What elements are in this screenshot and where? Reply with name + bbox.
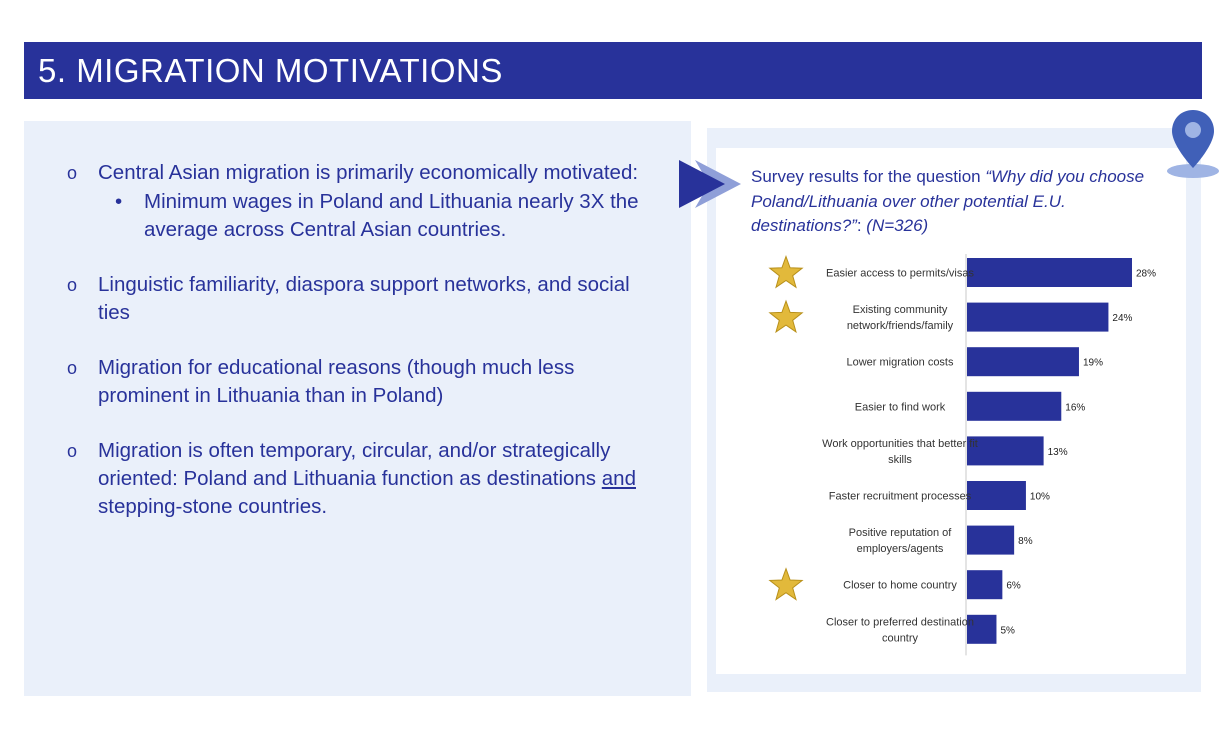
bullet-marker: o — [67, 275, 78, 295]
sub-bullet-marker: • — [115, 190, 123, 213]
bar-8 — [967, 570, 1002, 599]
bar-1 — [967, 258, 1132, 287]
survey-bar-chart — [755, 250, 1195, 660]
value-label: 16% — [1065, 402, 1086, 414]
category-label: Easier to find work — [854, 401, 946, 414]
bullet-text-start: Migration is often temporary, circular, and/or strategically oriented: Poland and Lithuania function as destinations — [98, 439, 611, 490]
section-header — [24, 42, 1202, 99]
category-label: network/friends/family — [846, 320, 954, 333]
category-label: Faster recruitment processes — [828, 490, 972, 503]
bar-2 — [967, 303, 1108, 332]
key-points-panel — [24, 121, 691, 696]
value-label: 24% — [1112, 313, 1133, 325]
chart-title-lead: Survey results for the question — [751, 167, 986, 186]
bullet-educational — [67, 354, 647, 410]
value-label: 6% — [1006, 580, 1021, 592]
bullet-list — [67, 159, 647, 548]
bar-5 — [967, 436, 1044, 465]
value-label: 10% — [1029, 491, 1050, 503]
sub-bullet-wages — [98, 188, 647, 244]
category-label: Positive reputation of — [848, 527, 952, 540]
value-label: 5% — [1000, 625, 1015, 637]
bar-6 — [967, 481, 1026, 510]
bullet-marker: o — [67, 163, 78, 183]
chart-title-n: (N=326) — [866, 216, 929, 235]
value-label: 8% — [1018, 536, 1033, 548]
category-label: Lower migration costs — [846, 356, 954, 369]
bullet-text-end: stepping-stone countries. — [98, 495, 328, 518]
category-label: Closer to home country — [843, 579, 957, 592]
category-label: Closer to preferred destination — [826, 616, 974, 629]
star-icon — [770, 257, 802, 288]
bullet-economic — [67, 159, 647, 244]
page-title: 5. MIGRATION MOTIVATIONS — [38, 52, 503, 89]
bar-7 — [967, 526, 1014, 555]
underlined-and: and — [601, 467, 636, 490]
bullet-marker: o — [67, 441, 78, 461]
value-label: 28% — [1136, 268, 1157, 280]
bullet-text: Central Asian migration is primarily economically motivated: — [98, 161, 639, 184]
value-label: 13% — [1047, 446, 1068, 458]
chart-title — [751, 165, 1171, 239]
chart-title-question: “Why did you choose Poland/Lithuania over other potential E.U. destinations?” — [751, 167, 1145, 235]
double-chevron-arrow-icon — [679, 160, 741, 208]
bullet-text: Migration for educational reasons (though much less prominent in Lithuania than in Poland) — [98, 356, 575, 407]
bullet-text: Linguistic familiarity, diaspora support networks, and social ties — [98, 273, 630, 324]
bullet-temporary — [67, 437, 647, 521]
sub-bullet-text: Minimum wages in Poland and Lithuania nearly 3X the average across Central Asian countries. — [144, 190, 639, 241]
star-icon — [770, 569, 802, 600]
category-label: employers/agents — [856, 543, 944, 556]
chart-title-sep: : — [856, 216, 867, 235]
bullet-marker: o — [67, 358, 78, 378]
category-label: Easier access to permits/visas — [826, 267, 974, 280]
bar-3 — [967, 347, 1079, 376]
bullet-linguistic — [67, 271, 647, 327]
star-icon — [770, 301, 802, 332]
value-label: 19% — [1082, 357, 1103, 369]
category-label: Work opportunities that better fit — [822, 437, 978, 450]
category-label: country — [881, 632, 919, 645]
category-label: Existing community — [852, 304, 948, 317]
location-pin-icon — [1164, 108, 1222, 180]
category-label: skills — [888, 453, 912, 466]
bar-4 — [967, 392, 1061, 421]
